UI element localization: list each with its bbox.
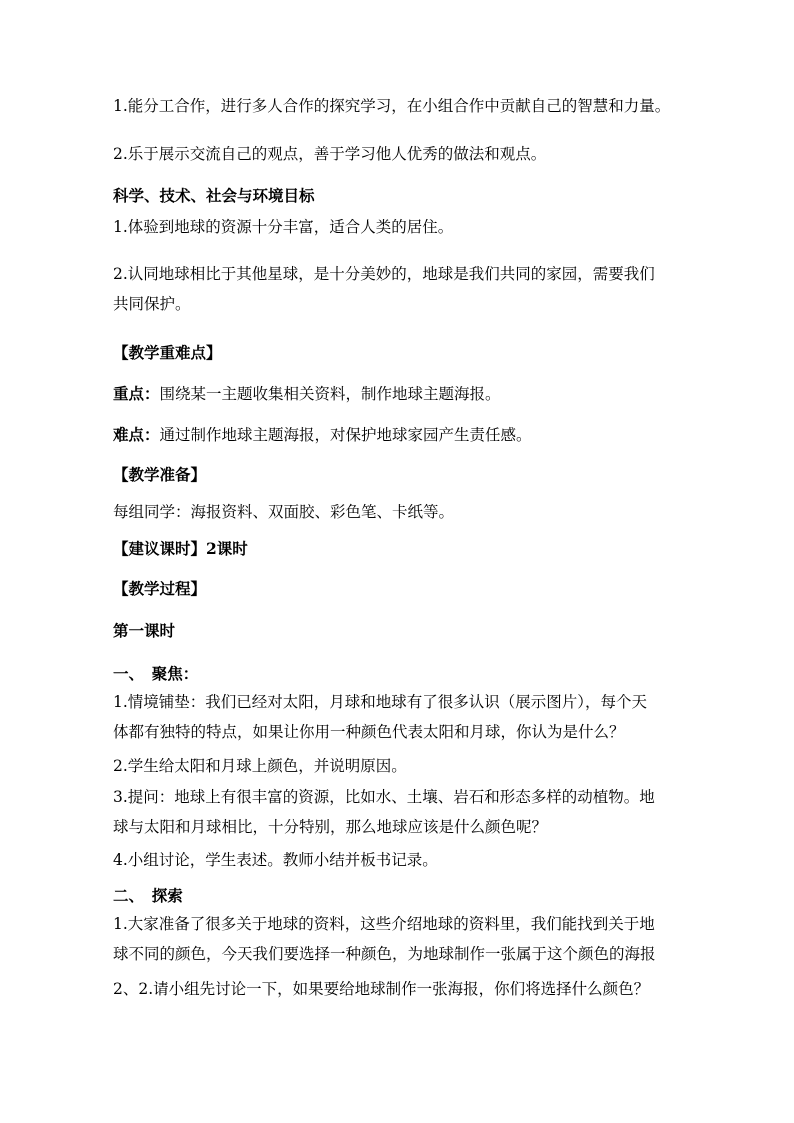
objective-1: 1.能分工合作，进行多人合作的探究学习，在小组合作中贡献自己的智慧和力量。: [113, 97, 671, 115]
section-1-heading: 一、 聚焦：: [113, 664, 199, 683]
objective-2: 2.乐于展示交流自己的观点，善于学习他人优秀的做法和观点。: [113, 145, 547, 163]
sts-objective-2-line1: 2.认同地球相比于其他星球，是十分美妙的，地球是我们共同的家园，需要我们: [113, 265, 655, 283]
explore-item-1-line1: 1.大家准备了很多关于地球的资料，这些介绍地球的资料里，我们能找到关于地: [113, 915, 655, 933]
sts-heading: 科学、技术、社会与环境目标: [113, 186, 315, 205]
section-2-heading: 二、 探索: [113, 886, 183, 905]
key-points-heading: 【教学重难点】: [113, 343, 222, 362]
focus-item-3-line1: 3.提问：地球上有很丰富的资源，比如水、土壤、岩石和形态多样的动植物。地: [113, 788, 655, 806]
difficult-point-text: 通过制作地球主题海报，对保护地球家园产生责任感。: [159, 426, 532, 444]
difficult-point-label: 难点：: [113, 425, 160, 444]
sts-objective-1: 1.体验到地球的资源十分丰富，适合人类的居住。: [113, 218, 454, 236]
focus-item-1-line1: 1.情境铺垫：我们已经对太阳，月球和地球有了很多认识（展示图片），每个天: [113, 693, 648, 711]
focus-item-2: 2.学生给太阳和月球上颜色，并说明原因。: [113, 757, 407, 775]
suggested-hours-heading: 【建议课时】2课时: [113, 539, 248, 558]
sts-objective-2-line2: 共同保护。: [113, 295, 191, 313]
difficult-point: [113, 425, 532, 445]
preparation-heading: 【教学准备】: [113, 465, 207, 484]
preparation-text: 每组同学：海报资料、双面胶、彩色笔、卡纸等。: [113, 503, 455, 521]
explore-item-2: 2、2.请小组先讨论一下，如果要给地球制作一张海报，你们将选择什么颜色？: [113, 980, 650, 998]
key-point: [113, 384, 501, 404]
focus-item-1-line2: 体都有独特的特点，如果让你用一种颜色代表太阳和月球，你认为是什么？: [113, 723, 625, 741]
explore-item-1-line2: 球不同的颜色，今天我们要选择一种颜色，为地球制作一张属于这个颜色的海报: [113, 945, 656, 963]
teaching-process-heading: 【教学过程】: [113, 579, 207, 598]
focus-item-4: 4.小组讨论，学生表述。教师小结并板书记录。: [113, 851, 438, 869]
lesson-1-heading: 第一课时: [113, 621, 176, 640]
key-point-text: 围绕某一主题收集相关资料，制作地球主题海报。: [159, 385, 501, 403]
focus-item-3-line2: 球与太阳和月球相比，十分特别，那么地球应该是什么颜色呢？: [113, 818, 548, 836]
key-point-label: 重点：: [113, 384, 160, 403]
